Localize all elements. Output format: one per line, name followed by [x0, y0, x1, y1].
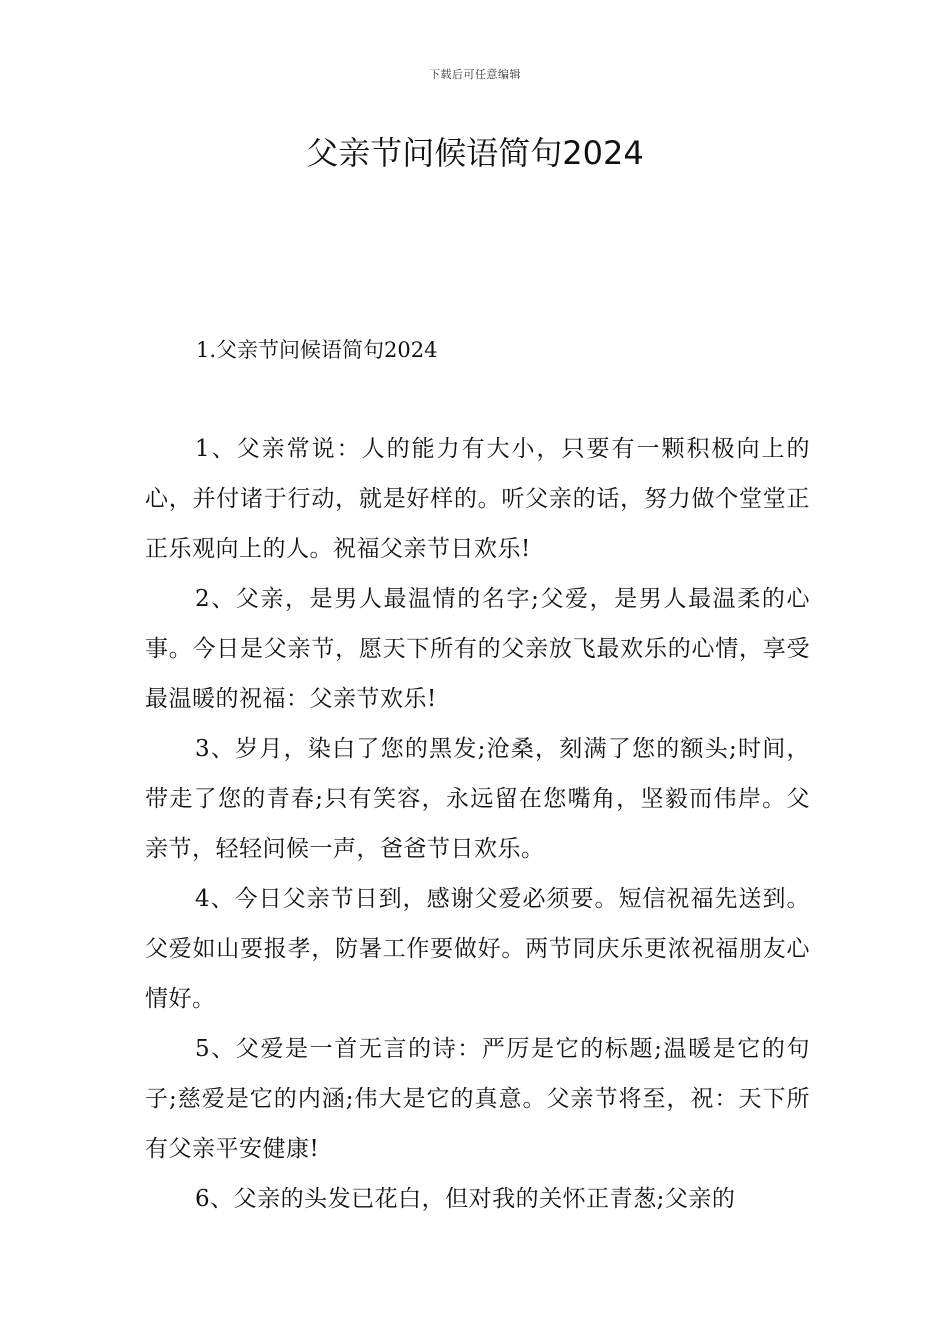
paragraph: 2、父亲，是男人最温情的名字;父爱，是男人最温柔的心事。今日是父亲节，愿天下所有的父亲放飞最欢乐的心情，享受最温暖的祝福：父亲节欢乐!	[145, 586, 810, 712]
paragraph: 3、岁月，染白了您的黑发;沧桑，刻满了您的额头;时间，带走了您的青春;只有笑容，永远留在您嘴角，坚毅而伟岸。父亲节，轻轻问候一声，爸爸节日欢乐。	[145, 736, 810, 862]
section-heading: 1.父亲节问候语简句2024	[196, 338, 438, 362]
body-text	[145, 424, 810, 1224]
paragraph: 1、父亲常说：人的能力有大小，只要有一颗积极向上的心，并付诸于行动，就是好样的。听父亲的话，努力做个堂堂正正乐观向上的人。祝福父亲节日欢乐!	[145, 436, 810, 562]
document-title: 父亲节问候语简句2024	[306, 134, 644, 172]
header-note: 下载后可任意编辑	[429, 68, 521, 81]
paragraph: 5、父爱是一首无言的诗：严厉是它的标题;温暖是它的句子;慈爱是它的内涵;伟大是它的真意。父亲节将至，祝：天下所有父亲平安健康!	[145, 1036, 810, 1162]
paragraph: 6、父亲的头发已花白，但对我的关怀正青葱;父亲的	[195, 1186, 736, 1212]
paragraph: 4、今日父亲节日到，感谢父爱必须要。短信祝福先送到。父爱如山要报孝，防暑工作要做好。两节同庆乐更浓祝福朋友心情好。	[145, 886, 810, 1012]
